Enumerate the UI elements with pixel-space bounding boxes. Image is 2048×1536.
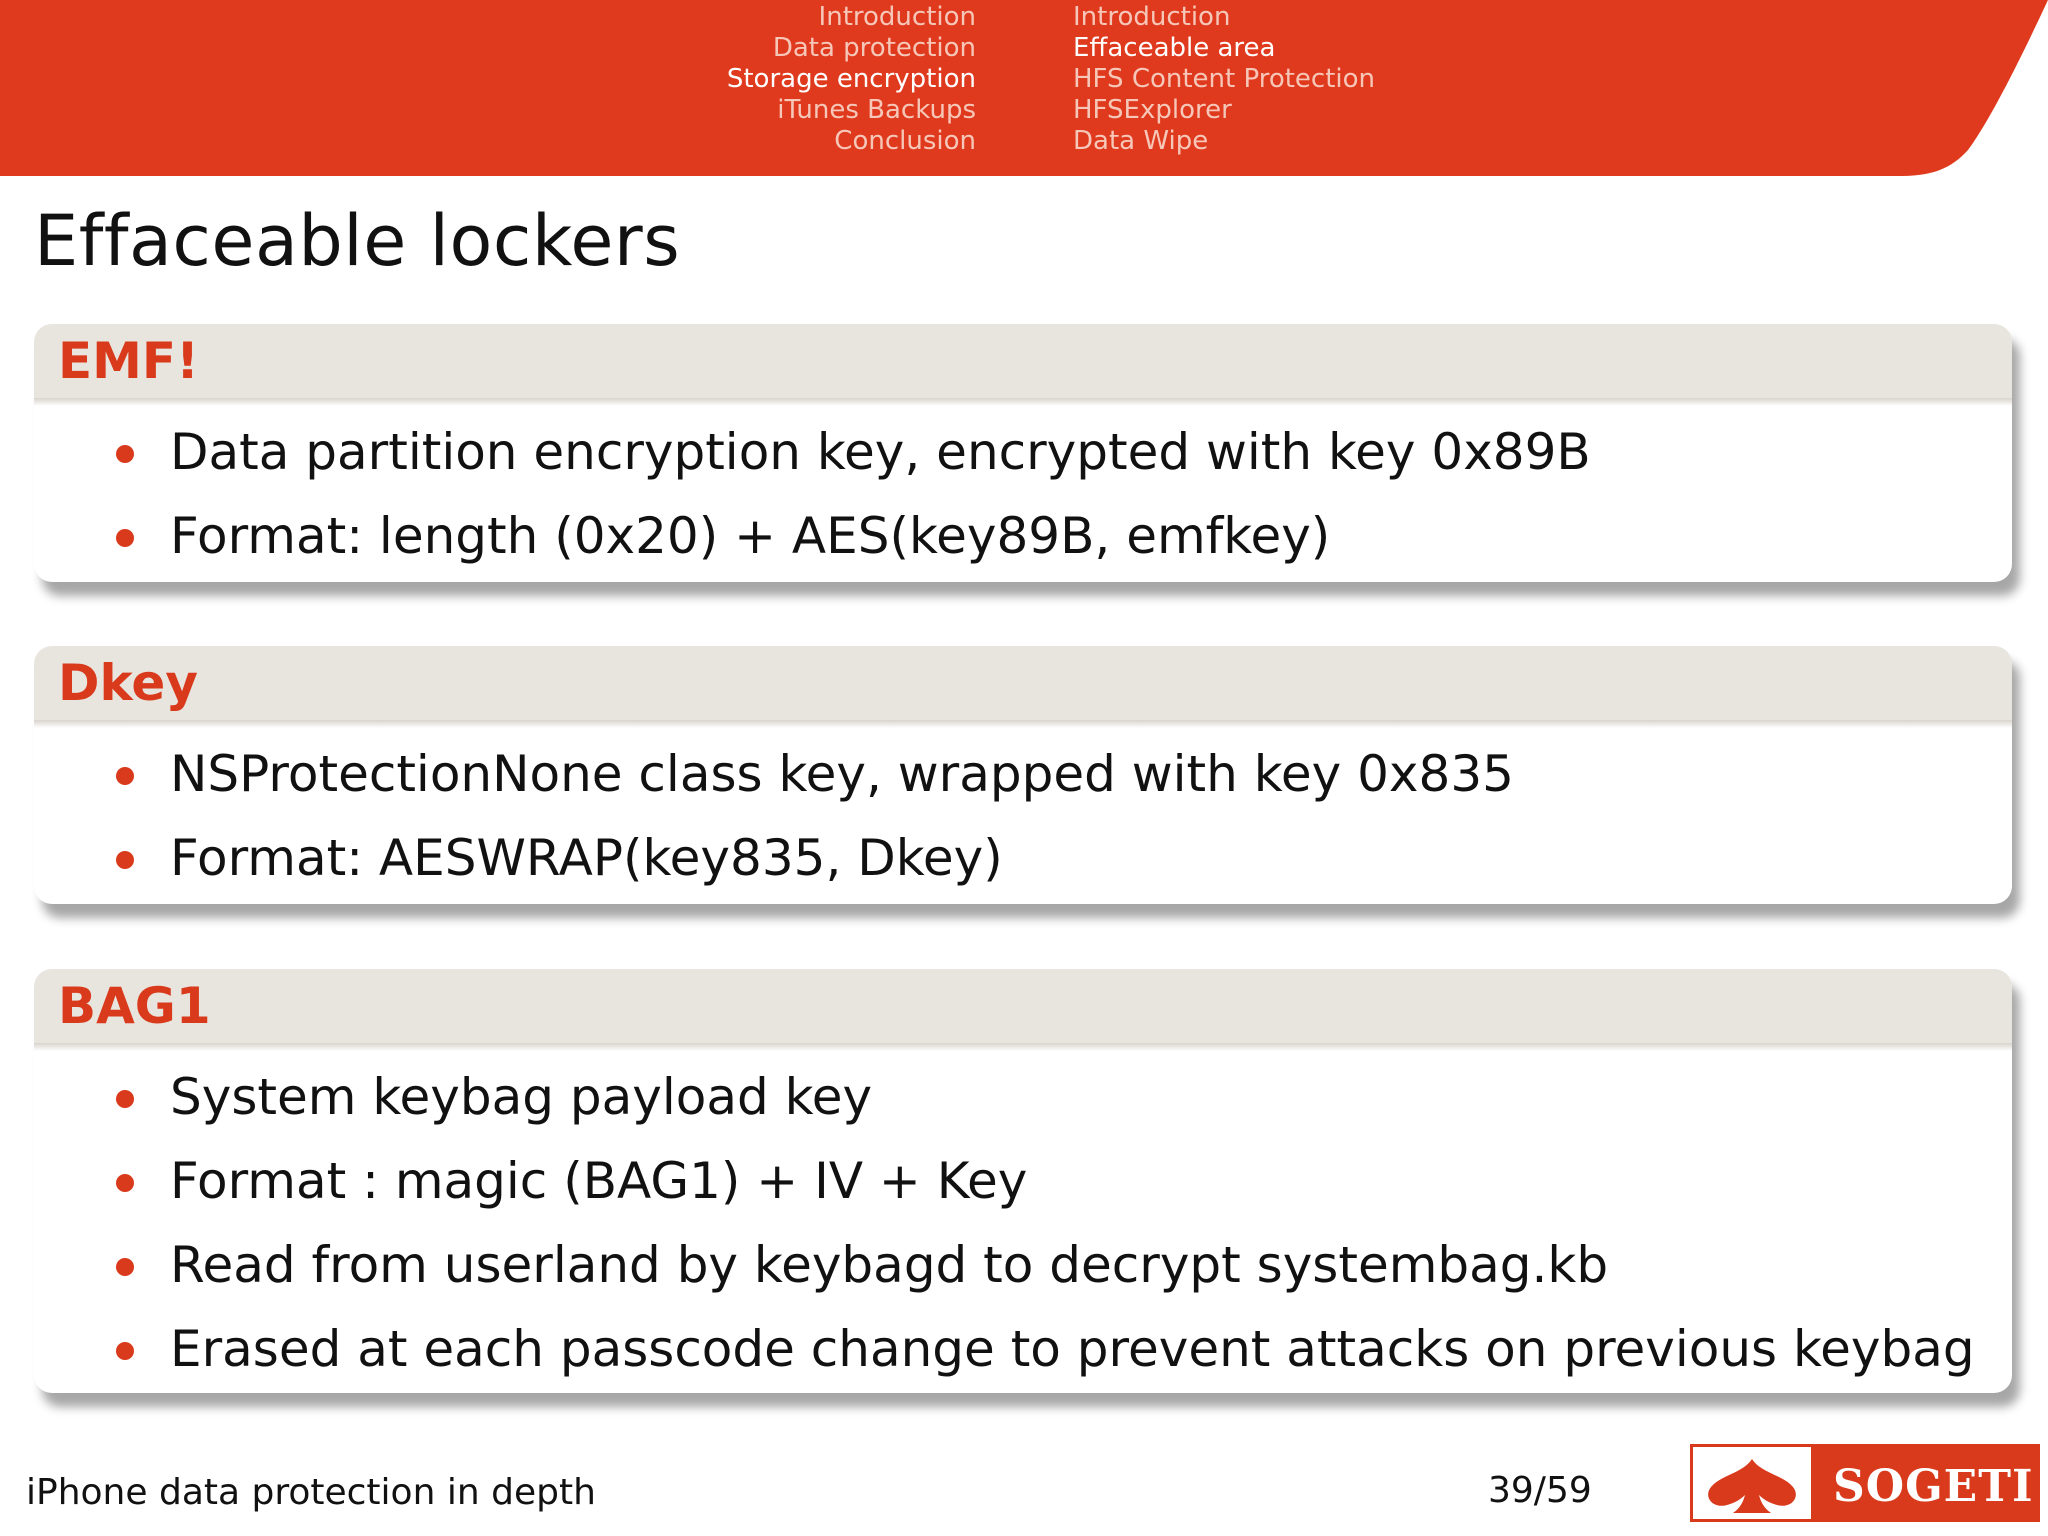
list-item-text: Format: length (0x20) + AES(key89B, emfkey) (170, 507, 1331, 565)
nav-section-introduction[interactable]: Introduction (818, 2, 976, 32)
bullet-icon (116, 529, 134, 547)
nav-section-itunes-backups[interactable]: iTunes Backups (777, 95, 976, 125)
footer-title: iPhone data protection in depth (26, 1472, 596, 1513)
logo-text: SOGETI (1833, 1461, 2034, 1512)
bullet-icon (116, 767, 134, 785)
sogeti-logo (1690, 1444, 2040, 1522)
bullet-icon (116, 1258, 134, 1276)
list-item (34, 732, 2012, 816)
block-title: Dkey (58, 654, 198, 712)
bullet-icon (116, 1174, 134, 1192)
slide-title: Effaceable lockers (34, 200, 681, 282)
block-body (34, 398, 2012, 582)
list-item (34, 494, 2012, 578)
block-body (34, 720, 2012, 904)
section-nav (727, 2, 976, 157)
list-item-text: NSProtectionNone class key, wrapped with key 0x835 (170, 745, 1514, 803)
list-item-text: Format: AESWRAP(key835, Dkey) (170, 829, 1003, 887)
subsection-nav (1073, 2, 1375, 157)
list-item-text: Data partition encryption key, encrypted with key 0x89B (170, 423, 1591, 481)
block-dkey (34, 646, 2012, 904)
nav-subsection-data-wipe[interactable]: Data Wipe (1073, 126, 1209, 156)
block-title: BAG1 (58, 977, 211, 1035)
nav-subsection-introduction[interactable]: Introduction (1073, 2, 1231, 32)
nav-section-data-protection[interactable]: Data protection (772, 33, 976, 63)
list-item (34, 410, 2012, 494)
nav-subsection-hfs-content-protection[interactable]: HFS Content Protection (1073, 64, 1376, 94)
list-item-text: System keybag payload key (170, 1068, 873, 1126)
list-item-text: Erased at each passcode change to prevent attacks on previous keybag (170, 1320, 1975, 1378)
block-header (34, 324, 2012, 398)
nav-section-conclusion[interactable]: Conclusion (834, 126, 976, 156)
bullet-icon (116, 445, 134, 463)
list-item (34, 816, 2012, 900)
list-item-text: Format : magic (BAG1) + IV + Key (170, 1152, 1028, 1210)
block-body (34, 1043, 2012, 1393)
list-item (34, 1307, 2012, 1391)
nav-subsection-effaceable-area[interactable]: Effaceable area (1073, 33, 1276, 63)
block-title: EMF! (58, 332, 199, 390)
header-background (0, 0, 2048, 178)
header-band (0, 0, 2048, 178)
list-item-text: Read from userland by keybagd to decrypt systembag.kb (170, 1236, 1609, 1294)
bullet-icon (116, 1342, 134, 1360)
list-item (34, 1055, 2012, 1139)
list-item (34, 1223, 2012, 1307)
block-header (34, 646, 2012, 720)
block-header (34, 969, 2012, 1043)
nav-section-storage-encryption[interactable]: Storage encryption (726, 64, 976, 94)
bullet-icon (116, 851, 134, 869)
bullet-icon (116, 1090, 134, 1108)
block-emf (34, 324, 2012, 582)
spade-icon (1693, 1447, 1811, 1519)
block-bag1 (34, 969, 2012, 1393)
nav-subsection-hfsexplorer[interactable]: HFSExplorer (1073, 95, 1232, 125)
page-number: 39/59 (1488, 1470, 1592, 1511)
list-item (34, 1139, 2012, 1223)
